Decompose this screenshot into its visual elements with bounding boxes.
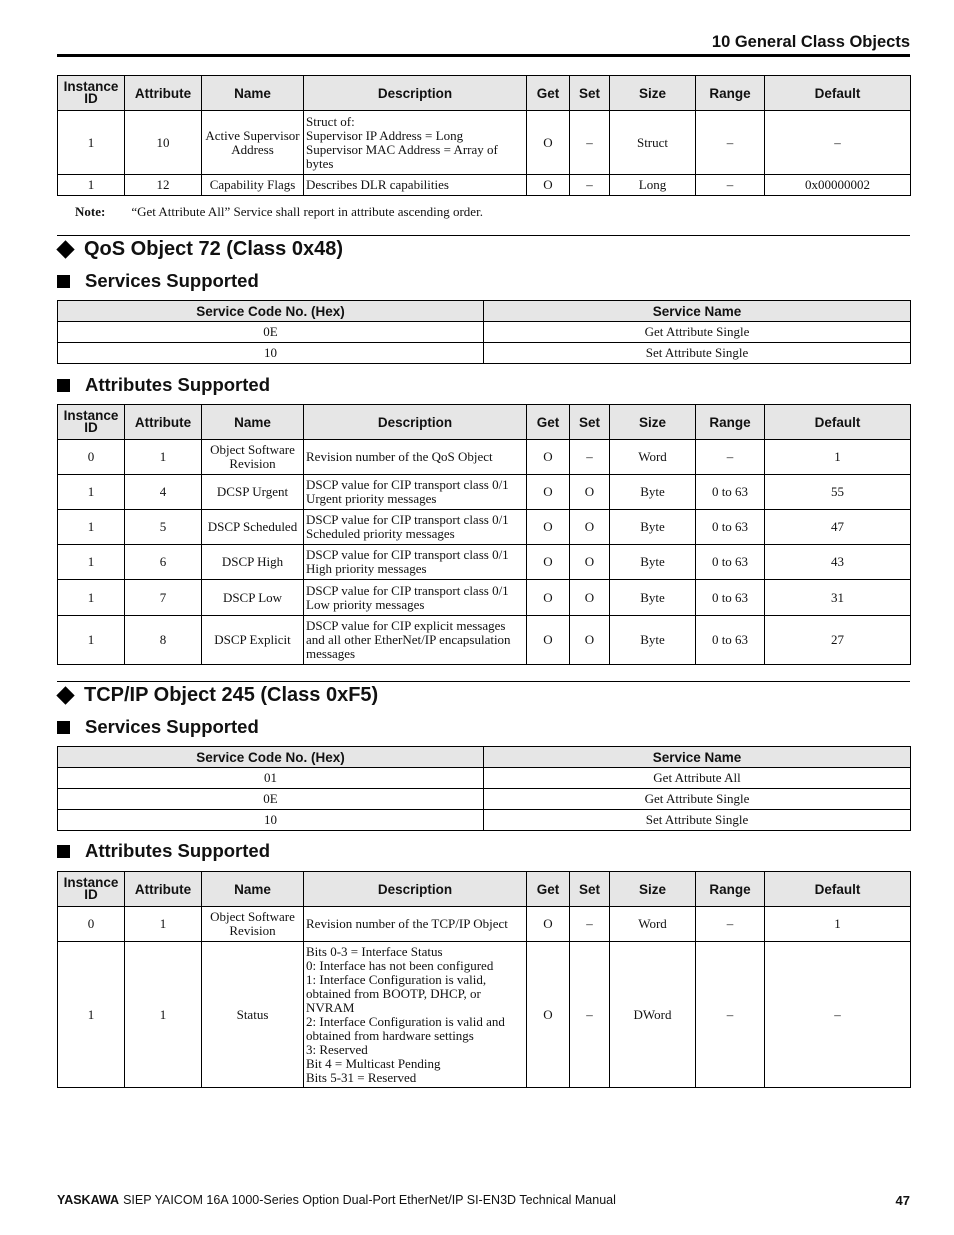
set-cell: O: [570, 475, 610, 510]
default-cell: 1: [765, 907, 911, 942]
instance-id-cell: 0: [58, 907, 125, 942]
note-label: Note:: [75, 204, 106, 219]
default-cell: 55: [765, 475, 911, 510]
dlr-attributes-table: [57, 75, 911, 196]
table-row: [58, 907, 911, 942]
description-cell: DSCP value for CIP transport class 0/1 Low priority messages: [304, 580, 527, 616]
instance-id-cell: 1: [58, 510, 125, 545]
service-name-cell: Get Attribute Single: [484, 789, 911, 810]
name-cell: DSCP Explicit: [202, 616, 304, 665]
column-header: Service Code No. (Hex): [58, 301, 484, 322]
column-header: Instance ID: [58, 872, 125, 907]
name-cell: Active Supervisor Address: [202, 111, 304, 175]
default-cell: 47: [765, 510, 911, 545]
get-cell: O: [527, 111, 570, 175]
description-cell: DSCP value for CIP explicit messages and all other EtherNet/IP encapsulation messages: [304, 616, 527, 665]
description-cell: Bits 0-3 = Interface Status 0: Interface has not been configured 1: Interface Configuration is valid, obtained from BOOTP, DHCP, or NVRAM 2: Interface Configuration is valid and obtained from hardware settings 3: Reserved Bit 4 = Multicast Pending Bits 5-31 = Reserved: [304, 942, 527, 1088]
service-code-cell: 10: [58, 810, 484, 831]
default-cell: –: [765, 942, 911, 1088]
qos-attributes-heading: [57, 374, 270, 396]
tcpip-section-title: [55, 684, 378, 707]
tcpip-services-heading-text: Services Supported: [85, 716, 259, 737]
tcpip-services-table: [57, 746, 911, 831]
range-cell: 0 to 63: [696, 475, 765, 510]
name-cell: Object Software Revision: [202, 440, 304, 475]
qos-services-heading-text: Services Supported: [85, 270, 259, 291]
service-code-cell: 0E: [58, 322, 484, 343]
default-cell: 0x00000002: [765, 175, 911, 196]
set-cell: –: [570, 942, 610, 1088]
name-cell: Capability Flags: [202, 175, 304, 196]
name-cell: DSCP Low: [202, 580, 304, 616]
get-cell: O: [527, 175, 570, 196]
section-rule: [57, 681, 910, 682]
column-header: Description: [304, 76, 527, 111]
column-header: Get: [527, 76, 570, 111]
service-name-cell: Get Attribute All: [484, 768, 911, 789]
name-cell: DSCP Scheduled: [202, 510, 304, 545]
column-header: Range: [696, 405, 765, 440]
range-cell: 0 to 63: [696, 580, 765, 616]
tcpip-attributes-heading-text: Attributes Supported: [85, 840, 270, 861]
table-row: [58, 942, 911, 1088]
table-row: [58, 111, 911, 175]
column-header: Default: [765, 76, 911, 111]
default-cell: 31: [765, 580, 911, 616]
instance-id-cell: 1: [58, 580, 125, 616]
instance-id-cell: 1: [58, 545, 125, 580]
service-code-cell: 0E: [58, 789, 484, 810]
qos-section-title: [55, 238, 343, 261]
attribute-cell: 1: [125, 907, 202, 942]
table-row: [58, 510, 911, 545]
range-cell: 0 to 63: [696, 545, 765, 580]
column-header: Attribute: [125, 76, 202, 111]
range-cell: –: [696, 440, 765, 475]
tcpip-services-heading: [57, 716, 259, 738]
table-row: [58, 545, 911, 580]
name-cell: DCSP Urgent: [202, 475, 304, 510]
attribute-cell: 4: [125, 475, 202, 510]
column-header: Set: [570, 405, 610, 440]
service-name-cell: Set Attribute Single: [484, 810, 911, 831]
description-cell: Revision number of the TCP/IP Object: [304, 907, 527, 942]
column-header: Set: [570, 872, 610, 907]
qos-attributes-heading-text: Attributes Supported: [85, 374, 270, 395]
size-cell: Byte: [610, 475, 696, 510]
table-row: [58, 768, 911, 789]
column-header: Service Name: [484, 301, 911, 322]
footer-text: SIEP YAICOM 16A 1000-Series Option Dual-Port EtherNet/IP SI-EN3D Technical Manual: [123, 1193, 616, 1207]
attribute-cell: 10: [125, 111, 202, 175]
description-cell: DSCP value for CIP transport class 0/1 Scheduled priority messages: [304, 510, 527, 545]
description-cell: Describes DLR capabilities: [304, 175, 527, 196]
service-code-cell: 10: [58, 343, 484, 364]
square-bullet-icon: [57, 845, 70, 858]
table-row: [58, 175, 911, 196]
set-cell: –: [570, 111, 610, 175]
set-cell: O: [570, 616, 610, 665]
set-cell: –: [570, 175, 610, 196]
table-header-row: [58, 747, 911, 768]
chapter-title: 10 General Class Objects: [711, 33, 910, 51]
set-cell: O: [570, 545, 610, 580]
square-bullet-icon: [57, 721, 70, 734]
table-row: [58, 580, 911, 616]
note-text: “Get Attribute All” Service shall report in attribute ascending order.: [131, 204, 483, 219]
header-rule: [57, 54, 910, 57]
column-header: Service Code No. (Hex): [58, 747, 484, 768]
default-cell: –: [765, 111, 911, 175]
column-header: Default: [765, 872, 911, 907]
attribute-cell: 6: [125, 545, 202, 580]
name-cell: DSCP High: [202, 545, 304, 580]
table-row: [58, 789, 911, 810]
qos-services-heading: [57, 270, 259, 292]
attribute-cell: 1: [125, 440, 202, 475]
column-header: Name: [202, 405, 304, 440]
tcpip-attributes-heading: [57, 840, 270, 862]
range-cell: –: [696, 907, 765, 942]
footer-manual-title: [57, 1193, 616, 1207]
size-cell: Word: [610, 440, 696, 475]
service-name-cell: Get Attribute Single: [484, 322, 911, 343]
square-bullet-icon: [57, 275, 70, 288]
column-header: Attribute: [125, 405, 202, 440]
size-cell: Byte: [610, 545, 696, 580]
instance-id-cell: 1: [58, 616, 125, 665]
table-header-row: [58, 76, 911, 111]
instance-id-cell: 1: [58, 175, 125, 196]
get-cell: O: [527, 616, 570, 665]
diamond-bullet-icon: [56, 686, 74, 704]
size-cell: Struct: [610, 111, 696, 175]
table-row: [58, 343, 911, 364]
footer-brand: YASKAWA: [57, 1193, 120, 1207]
table-header-row: [58, 301, 911, 322]
range-cell: –: [696, 111, 765, 175]
column-header: Instance ID: [58, 405, 125, 440]
range-cell: –: [696, 942, 765, 1088]
name-cell: Object Software Revision: [202, 907, 304, 942]
page-number: 47: [895, 1193, 910, 1208]
column-header: Attribute: [125, 872, 202, 907]
set-cell: –: [570, 907, 610, 942]
table-header-row: [58, 405, 911, 440]
column-header: Name: [202, 76, 304, 111]
description-cell: Struct of: Supervisor IP Address = Long Supervisor MAC Address = Array of bytes: [304, 111, 527, 175]
column-header: Description: [304, 405, 527, 440]
get-cell: O: [527, 545, 570, 580]
table-row: [58, 440, 911, 475]
description-cell: DSCP value for CIP transport class 0/1 Urgent priority messages: [304, 475, 527, 510]
range-cell: 0 to 63: [696, 616, 765, 665]
column-header: Set: [570, 76, 610, 111]
range-cell: –: [696, 175, 765, 196]
attribute-cell: 5: [125, 510, 202, 545]
instance-id-cell: 1: [58, 942, 125, 1088]
column-header: Get: [527, 405, 570, 440]
section-rule: [57, 235, 910, 236]
table-note: [75, 204, 483, 220]
set-cell: –: [570, 440, 610, 475]
service-name-cell: Set Attribute Single: [484, 343, 911, 364]
size-cell: Byte: [610, 616, 696, 665]
diamond-bullet-icon: [56, 240, 74, 258]
default-cell: 43: [765, 545, 911, 580]
get-cell: O: [527, 440, 570, 475]
column-header: Size: [610, 872, 696, 907]
attribute-cell: 1: [125, 942, 202, 1088]
column-header: Service Name: [484, 747, 911, 768]
get-cell: O: [527, 907, 570, 942]
set-cell: O: [570, 580, 610, 616]
get-cell: O: [527, 475, 570, 510]
set-cell: O: [570, 510, 610, 545]
table-row: [58, 616, 911, 665]
column-header: Size: [610, 405, 696, 440]
qos-title-text: QoS Object 72 (Class 0x48): [84, 238, 344, 260]
column-header: Instance ID: [58, 76, 125, 111]
instance-id-cell: 0: [58, 440, 125, 475]
size-cell: Byte: [610, 580, 696, 616]
column-header: Name: [202, 872, 304, 907]
description-cell: DSCP value for CIP transport class 0/1 High priority messages: [304, 545, 527, 580]
attribute-cell: 12: [125, 175, 202, 196]
instance-id-cell: 1: [58, 475, 125, 510]
get-cell: O: [527, 942, 570, 1088]
size-cell: DWord: [610, 942, 696, 1088]
square-bullet-icon: [57, 379, 70, 392]
name-cell: Status: [202, 942, 304, 1088]
table-row: [58, 810, 911, 831]
description-cell: Revision number of the QoS Object: [304, 440, 527, 475]
get-cell: O: [527, 580, 570, 616]
qos-attributes-table: [57, 404, 911, 665]
qos-services-table: [57, 300, 911, 364]
attribute-cell: 7: [125, 580, 202, 616]
column-header: Range: [696, 76, 765, 111]
size-cell: Long: [610, 175, 696, 196]
table-header-row: [58, 872, 911, 907]
column-header: Size: [610, 76, 696, 111]
tcpip-title-text: TCP/IP Object 245 (Class 0xF5): [84, 684, 379, 706]
attribute-cell: 8: [125, 616, 202, 665]
column-header: Description: [304, 872, 527, 907]
size-cell: Byte: [610, 510, 696, 545]
table-row: [58, 322, 911, 343]
column-header: Default: [765, 405, 911, 440]
service-code-cell: 01: [58, 768, 484, 789]
get-cell: O: [527, 510, 570, 545]
instance-id-cell: 1: [58, 111, 125, 175]
table-row: [58, 475, 911, 510]
default-cell: 1: [765, 440, 911, 475]
range-cell: 0 to 63: [696, 510, 765, 545]
default-cell: 27: [765, 616, 911, 665]
size-cell: Word: [610, 907, 696, 942]
column-header: Range: [696, 872, 765, 907]
column-header: Get: [527, 872, 570, 907]
tcpip-attributes-table: [57, 871, 911, 1088]
